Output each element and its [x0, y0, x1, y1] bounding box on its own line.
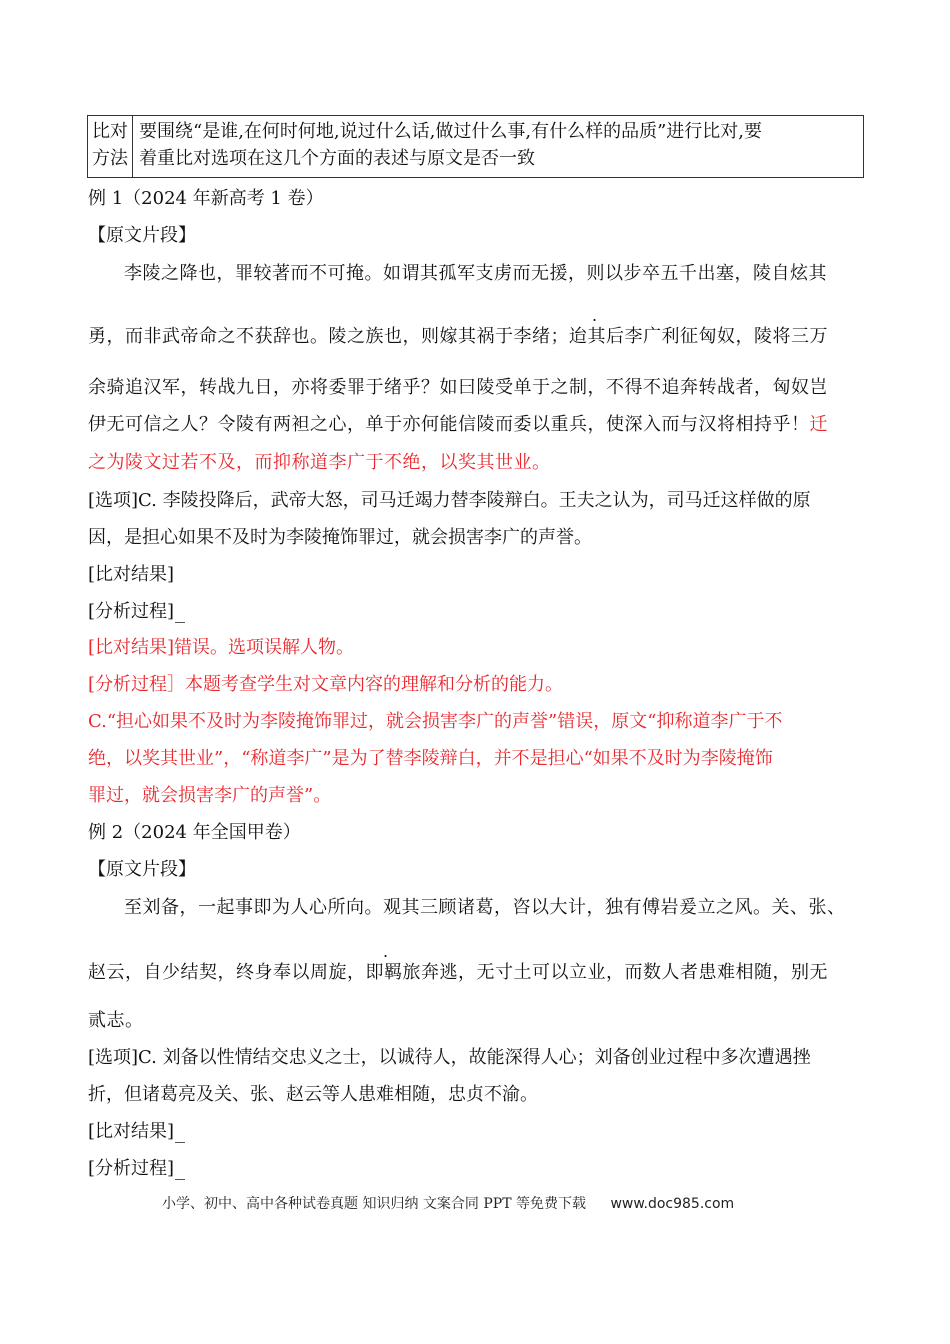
example1-explanation-line: 罪过，就会损害李广的声誉”。	[88, 785, 332, 806]
emphasis-dot-icon: .	[592, 306, 598, 325]
example1-compare-prompt: [比对结果]	[88, 564, 175, 585]
example1-analysis-prompt: [分析过程]	[88, 597, 185, 623]
example1-section-label: 【原文片段】	[88, 225, 196, 246]
method-table-header	[88, 116, 133, 178]
method-content-line2: 着重比对选项在这几个方面的表述与原文是否一致	[139, 148, 535, 169]
example2-passage-line: 至刘备，一起事即为人心所向。观其三顾诸葛，咨以大计，独有傅岩爰立之风。关、张、	[124, 897, 846, 918]
example1-analysis-answer: [分析过程］本题考查学生对文章内容的理解和分析的能力。	[88, 674, 564, 695]
example1-explanation-line: C.“担心如果不及时为李陵掩饰罪过，就会损害李广的声誉”错误，原文“抑称道李广于不	[88, 711, 783, 732]
example2-section-label: 【原文片段】	[88, 859, 196, 880]
example1-passage-line: 勇，而非武帝命之不获辞也。陵之族也，则嫁其祸于李绪；迨其后李广利征匈奴，陵将三万	[88, 326, 828, 347]
example2-passage-line: 赵云，自少结契，终身奉以周旋，即羁旅奔逃，无寸土可以立业，而数人者患难相随，别无	[88, 962, 828, 983]
footer	[162, 1193, 734, 1213]
method-header-line1: 比对	[92, 121, 128, 142]
example1-passage-red-tail: 迁	[809, 414, 828, 435]
blank-underline	[175, 604, 185, 623]
example2-option-line: 折，但诸葛亮及关、张、赵云等人患难相随，忠贞不渝。	[88, 1084, 538, 1105]
example1-title: 例 1（2024 年新高考 1 卷）	[88, 188, 324, 209]
method-table	[87, 115, 864, 178]
example2-title: 例 2（2024 年全国甲卷）	[88, 822, 301, 843]
footer-link[interactable]: www.doc985.com	[610, 1196, 735, 1212]
method-table-content	[133, 116, 864, 178]
example1-passage-line: 李陵之降也，罪较著而不可掩。如谓其孤军支虏而无援，则以步卒五千出塞，陵自炫其	[124, 263, 827, 284]
blank-underline	[175, 1161, 185, 1180]
method-content-line1: 要围绕“是谁,在何时何地,说过什么话,做过什么事,有什么样的品质”进行比对,要	[139, 121, 763, 142]
footer-text: 小学、初中、高中各种试卷真题 知识归纳 文案合同 PPT 等免费下载	[162, 1196, 586, 1212]
example2-passage-line: 贰志。	[88, 1010, 144, 1031]
blank-underline	[175, 1124, 185, 1143]
example2-option-line: [选项]C. 刘备以性情结交忠义之士，以诚待人，故能深得人心；刘备创业过程中多次遭遇挫	[88, 1047, 811, 1068]
example2-analysis-prompt: [分析过程]	[88, 1154, 185, 1180]
example2-compare-prompt: [比对结果]	[88, 1117, 185, 1143]
method-header-line2: 方法	[92, 148, 128, 169]
example1-passage-red-line: 之为陵文过若不及，而抑称道李广于不绝，以奖其世业。	[88, 452, 551, 473]
example1-passage-line: 余骑追汉军，转战九日，亦将委罪于绪乎？如曰陵受单于之制，不得不追奔转战者，匈奴岂	[88, 377, 828, 398]
example1-passage-line: 伊无可信之人？令陵有两袒之心，单于亦何能信陵而委以重兵，使深入而与汉将相持乎！迁	[88, 414, 828, 435]
emphasis-dot-icon: .	[383, 942, 389, 961]
example1-explanation-line: 绝，以奖其世业”，“称道李广”是为了替李陵辩白，并不是担心“如果不及时为李陵掩饰	[88, 748, 773, 769]
example1-option-line: [选项]C. 李陵投降后，武帝大怒，司马迁竭力替李陵辩白。王夫之认为，司马迁这样做的原	[88, 490, 811, 511]
example1-option-line: 因，是担心如果不及时为李陵掩饰罪过，就会损害李广的声誉。	[88, 527, 592, 548]
example1-compare-answer: [比对结果]错误。选项误解人物。	[88, 637, 355, 658]
